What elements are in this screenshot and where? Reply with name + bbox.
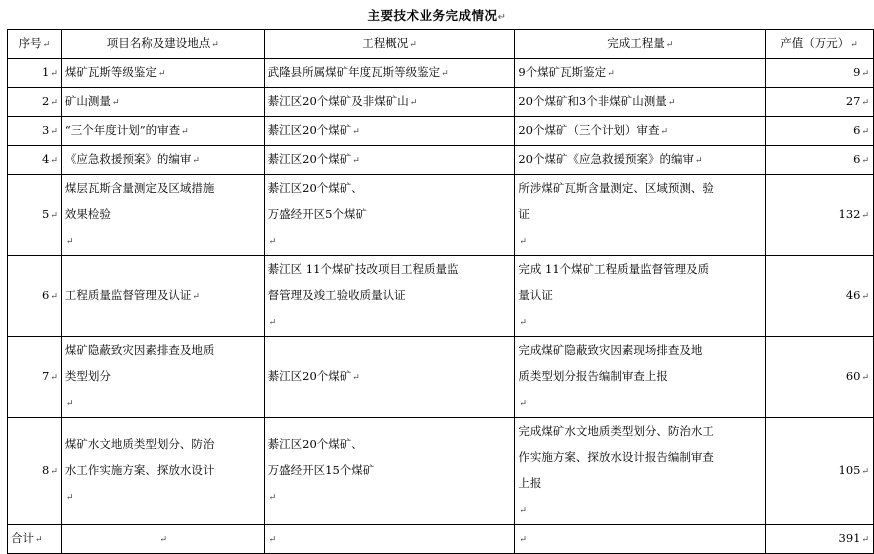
table-row [8,117,874,146]
row-overview-line: 綦江区20个煤矿、 [267,181,363,195]
total-row [8,525,874,554]
row-overview-line: 綦江区 11个煤矿技改项目工程质量监 [267,262,459,276]
row-no: 1↵ [8,59,62,88]
row-name-line: 《应急救援预案》的编审 [64,152,192,166]
row-work-line: 量认证 [518,288,553,302]
row-work: 完成煤矿隐蔽致灾因素现场排查及地 质类型划分报告编制审查上报 ↵ [515,337,766,418]
row-name: 《应急救援预案》的编审↵ [61,146,264,175]
total-empty-2: ↵ [264,525,515,554]
table-header-row [8,30,874,59]
row-work-line: 完成 11个煤矿工程质量监督管理及质 [518,262,710,276]
table-row [8,59,874,88]
row-name-line: 煤矿瓦斯等级鉴定 [64,65,157,79]
row-work-line: 20个煤矿（三个计划）审查 [518,123,660,137]
table-row [8,175,874,256]
row-no: 5↵ [8,175,62,256]
row-value: 105↵ [766,418,874,525]
row-work: 9个煤矿瓦斯鉴定↵ [515,59,766,88]
row-name: 煤矿瓦斯等级鉴定↵ [61,59,264,88]
total-value: 391↵ [766,525,874,554]
row-overview: 綦江区20个煤矿↵ [264,146,515,175]
row-work-line: 20个煤矿《应急救援预案》的编审 [518,152,694,166]
row-name-line: 工程质量监督管理及认证 [64,288,192,302]
row-value: 6↵ [766,117,874,146]
row-overview-line: 綦江区20个煤矿 [267,369,352,383]
row-name-line: 煤层瓦斯含量测定及区域措施 [64,181,215,195]
row-overview: 綦江区20个煤矿、 万盛经开区5个煤矿 ↵ [264,175,515,256]
row-work-line: 作实施方案、探放水设计报告编制审查 [518,450,714,464]
row-value: 6↵ [766,146,874,175]
row-name: “三个年度计划”的审查↵ [61,117,264,146]
row-work-line: 20个煤矿和3个非煤矿山测量 [518,94,667,108]
row-name-line: 煤矿水文地质类型划分、防治 [64,437,215,451]
row-name: 煤矿隐蔽致灾因素排查及地质 类型划分 ↵ [61,337,264,418]
row-name-line: “三个年度计划”的审查 [64,123,181,137]
header-no: 序号↵ [8,30,62,59]
row-overview-line: 綦江区20个煤矿、 [267,437,363,451]
row-no: 2↵ [8,88,62,117]
table-row [8,418,874,525]
row-work: 完成 11个煤矿工程质量监督管理及质 量认证 ↵ [515,256,766,337]
row-value: 132↵ [766,175,874,256]
row-value: 9↵ [766,59,874,88]
row-overview-line: 万盛经开区15个煤矿 [267,463,375,477]
row-name: 煤矿水文地质类型划分、防治 水工作实施方案、探放水设计 ↵ [61,418,264,525]
row-name-line: 水工作实施方案、探放水设计 [64,463,215,477]
table-row [8,146,874,175]
page-title: 主要技术业务完成情况↵ [367,8,507,23]
row-work-line: 质类型划分报告编制审查上报 [518,369,668,383]
row-no: 4↵ [8,146,62,175]
row-work-line: 完成煤矿水文地质类型划分、防治水工 [518,424,714,438]
row-work: 20个煤矿（三个计划）审查↵ [515,117,766,146]
row-overview-line: 万盛经开区5个煤矿 [267,207,367,221]
row-overview-line: 武隆县所属煤矿年度瓦斯等级鉴定 [267,65,441,79]
total-empty-1: ↵ [61,525,264,554]
row-overview: 綦江区20个煤矿↵ [264,337,515,418]
header-value: 产值（万元）↵ [766,30,874,59]
table-row [8,88,874,117]
row-no: 7↵ [8,337,62,418]
row-no: 8↵ [8,418,62,525]
header-work: 完成工程量↵ [515,30,766,59]
row-work-line: 上报 [518,476,542,490]
row-overview-line: 督管理及竣工验收质量认证 [267,288,406,302]
row-work: 完成煤矿水文地质类型划分、防治水工 作实施方案、探放水设计报告编制审查 上报 ↵ [515,418,766,525]
row-work: 所涉煤矿瓦斯含量测定、区域预测、验 证 ↵ [515,175,766,256]
row-work: 20个煤矿《应急救援预案》的编审↵ [515,146,766,175]
row-work-line: 9个煤矿瓦斯鉴定 [518,65,607,79]
row-name-line: 类型划分 [64,369,111,383]
row-name: 工程质量监督管理及认证↵ [61,256,264,337]
table-row [8,337,874,418]
row-work: 20个煤矿和3个非煤矿山测量↵ [515,88,766,117]
row-value: 46↵ [766,256,874,337]
row-work-line: 完成煤矿隐蔽致灾因素现场排查及地 [518,343,703,357]
row-name: 矿山测量↵ [61,88,264,117]
row-work-line: 所涉煤矿瓦斯含量测定、区域预测、验 [518,181,714,195]
row-name: 煤层瓦斯含量测定及区域措施 效果检验 ↵ [61,175,264,256]
row-no: 6↵ [8,256,62,337]
row-overview: 綦江区 11个煤矿技改项目工程质量监 督管理及竣工验收质量认证 ↵ [264,256,515,337]
total-empty-3: ↵ [515,525,766,554]
table-row [8,256,874,337]
row-no: 3↵ [8,117,62,146]
work-summary-table [7,29,874,554]
row-overview-line: 綦江区20个煤矿及非煤矿山 [267,94,409,108]
row-name-line: 煤矿隐蔽致灾因素排查及地质 [64,343,215,357]
row-overview: 綦江区20个煤矿↵ [264,117,515,146]
row-overview: 武隆县所属煤矿年度瓦斯等级鉴定↵ [264,59,515,88]
header-name: 项目名称及建设地点↵ [61,30,264,59]
row-overview: 綦江区20个煤矿、 万盛经开区15个煤矿 ↵ [264,418,515,525]
row-name-line: 矿山测量 [64,94,111,108]
row-value: 27↵ [766,88,874,117]
row-value: 60↵ [766,337,874,418]
row-overview-line: 綦江区20个煤矿 [267,123,352,137]
row-overview: 綦江区20个煤矿及非煤矿山↵ [264,88,515,117]
row-overview-line: 綦江区20个煤矿 [267,152,352,166]
total-label: 合计↵ [8,525,62,554]
row-name-line: 效果检验 [64,207,111,221]
header-overview: 工程概况↵ [264,30,515,59]
row-work-line: 证 [518,207,530,221]
